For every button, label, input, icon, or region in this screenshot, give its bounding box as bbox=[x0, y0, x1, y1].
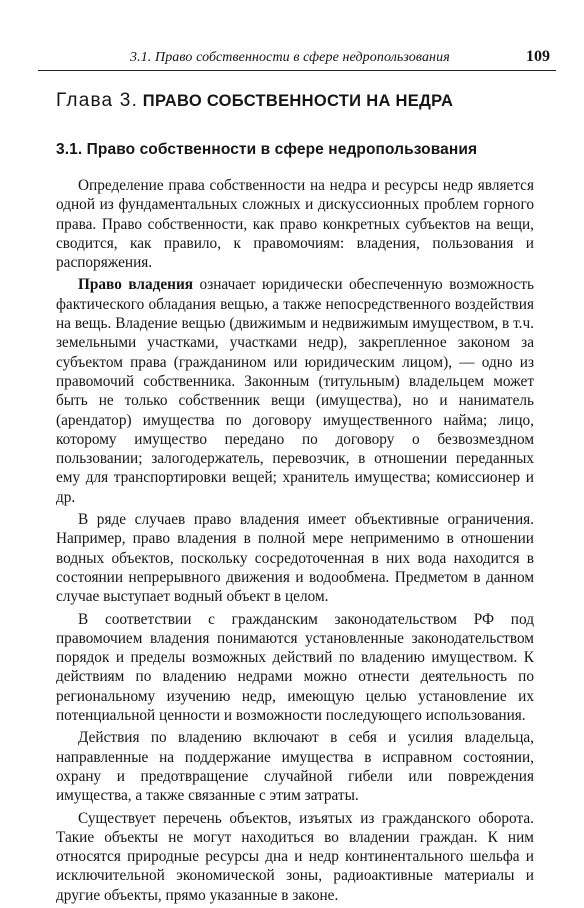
paragraph-text: Существует перечень объектов, изъятых из гражданского оборота. Такие объекты не могут находиться во владении граждан. К ним относятся природные ресурсы дна и недр континентального шельфа и исключительной экономической зоны, радиоактивные материалы и другие объекты, прямо указанные в законе. bbox=[56, 809, 534, 904]
paragraph-text: Действия по владению включают в себя и усилия владельца, направленные на поддержание имущества в исправном состоянии, охрану и предотвращение случайной гибели или повреждения имущества, а также связанные с этим затраты. bbox=[56, 729, 534, 805]
body-text bbox=[56, 176, 534, 908]
paragraph-text: В ряде случаев право владения имеет объективные ограничения. Например, право владения в полной мере неприменимо в отношении водных объектов, поскольку сосредоточенная в них вода находится в состоянии непрерывного движения и водообмена. Предметом в данном случае выступает водный объект в целом. bbox=[56, 511, 534, 606]
chapter-heading bbox=[56, 90, 453, 112]
page-number: 109 bbox=[526, 48, 550, 65]
paragraph bbox=[56, 176, 534, 272]
chapter-label: Глава 3. bbox=[56, 90, 139, 111]
paragraph bbox=[56, 610, 534, 726]
paragraph bbox=[56, 510, 534, 606]
paragraph-text: означает юридически обеспеченную возможность фактического обладания вещью, а также непосредственного воздействия на вещь. Владение вещью (движимым и недвижимым имуществом, в т.ч. земельными участками, участками недр), закрепленное законом за субъектом права (гражданином или юридическим лицом), — одно из правомочий собственника. Законным (титульным) владельцем может быть не только собственник вещи (имущества), но и наниматель (арендатор) имущества по договору имущественного найма; лицо, которому имущество передано по договору о безвозмездном пользовании; залогодержатель, перевозчик, в отношении переданных ему для транспортировки вещей; хранитель имущества; комиссионер и др. bbox=[56, 276, 534, 506]
paragraph bbox=[56, 275, 534, 507]
paragraph-text: В соответствии с гражданским законодательством РФ под правомочием владения понимаются установленные законодательством порядок и пределы возможных действий по владению имуществом. К действиям по владению недрами можно отнести деятельность по региональному изучению недр, имеющую целью установление их потенциальной ценности и возможности последующего использования. bbox=[56, 610, 534, 725]
paragraph bbox=[56, 728, 534, 805]
paragraph-text: Определение права собственности на недра и ресурсы недр является одной из фундаментальных сложных и дискуссионных проблем горного права. Право собственности, как право конкретных субъектов на вещи, сводится, как правило, к правомочиям: владения, пользования и распоряжения. bbox=[56, 177, 534, 272]
running-header bbox=[38, 48, 556, 71]
paragraph bbox=[56, 809, 534, 905]
paragraph-lead-term: Право владения bbox=[78, 276, 194, 294]
running-title: 3.1. Право собственности в сфере недропользования bbox=[130, 50, 450, 65]
chapter-title: ПРАВО СОБСТВЕННОСТИ НА НЕДРА bbox=[142, 92, 454, 110]
section-heading: 3.1. Право собственности в сфере недропользования bbox=[56, 141, 478, 158]
